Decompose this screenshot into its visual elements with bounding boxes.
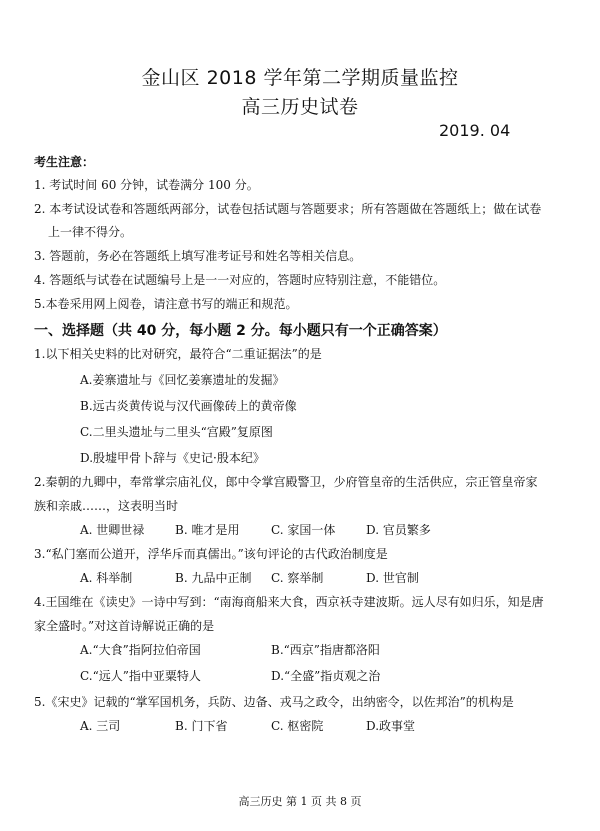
notice-item: 1. 考试时间 60 分钟，试卷满分 100 分。 — [34, 178, 259, 192]
exam-subtitle: 高三历史试卷 — [241, 96, 359, 118]
question-stem: 5.《宋史》记载的“掌军国机务，兵防、边备、戎马之政令，出纳密令，以佐邦治”的机构是 — [34, 695, 514, 709]
question-stem-continued: 家全盛时。”对这首诗解说正确的是 — [34, 619, 215, 633]
option-d: D.政事堂 — [366, 719, 416, 733]
exam-title: 金山区 2018 学年第二学期质量监控 — [141, 67, 459, 89]
option-c: C. 察举制 — [271, 571, 324, 585]
option-b: B. 门下省 — [175, 719, 228, 733]
option-d: D. 官员繁多 — [366, 523, 431, 537]
question-stem-continued: 族和亲戚……，这表明当时 — [34, 499, 179, 513]
question-stem: 1.以下相关史料的比对研究，最符合“二重证据法”的是 — [34, 347, 322, 361]
notice-heading: 考生注意： — [34, 155, 95, 169]
exam-date: 2019. 04 — [439, 121, 511, 140]
option-b: B.远古炎黄传说与汉代画像砖上的黄帝像 — [80, 399, 297, 413]
option-a: A.姜寨遗址与《回忆姜寨遗址的发掘》 — [80, 373, 285, 387]
option-c: C. 家国一体 — [271, 523, 336, 537]
option-d: D.“全盛”指贞观之治 — [271, 669, 381, 683]
option-b: B. 唯才是用 — [175, 523, 240, 537]
option-d: D.殷墟甲骨卜辞与《史记·殷本纪》 — [80, 451, 265, 465]
question-stem: 3.“私门塞而公道开，浮华斥而真儒出。”该句评论的古代政治制度是 — [34, 547, 388, 561]
question-stem: 2.秦朝的九卿中，奉常掌宗庙礼仪，郎中令掌宫殿警卫，少府管皇帝的生活供应，宗正管皇帝家 — [34, 475, 538, 489]
option-c: C. 枢密院 — [271, 719, 324, 733]
notice-item: 4. 答题纸与试卷在试题编号上是一一对应的，答题时应特别注意，不能错位。 — [34, 273, 446, 287]
section-heading: 一、选择题（共 40 分，每小题 2 分。每小题只有一个正确答案） — [34, 323, 447, 339]
option-c: C.二里头遗址与二里头“宫殿”复原图 — [80, 425, 273, 439]
option-a: A. 三司 — [80, 719, 121, 733]
option-d: D. 世官制 — [366, 571, 419, 585]
notice-item: 2. 本考试设试卷和答题纸两部分，试卷包括试题与答题要求；所有答题做在答题纸上；做在试卷 — [34, 202, 542, 216]
option-a: A.“大食”指阿拉伯帝国 — [80, 643, 201, 657]
question-stem: 4.王国维在《读史》一诗中写到：“南海商船来大食，西京袄寺建波斯。远人尽有如归乐，知是唐 — [34, 595, 544, 609]
option-a: A. 科举制 — [80, 571, 133, 585]
option-c: C.“远人”指中亚粟特人 — [80, 669, 201, 683]
notice-item: 3. 答题前，务必在答题纸上填写准考证号和姓名等相关信息。 — [34, 249, 362, 263]
notice-item: 5.本卷采用网上阅卷，请注意书写的端正和规范。 — [34, 297, 298, 311]
option-b: B. 九品中正制 — [175, 571, 252, 585]
option-b: B.“西京”指唐都洛阳 — [271, 643, 380, 657]
option-a: A. 世卿世禄 — [80, 523, 145, 537]
notice-item-continued: 上一律不得分。 — [48, 225, 133, 239]
page-footer: 高三历史 第 1 页 共 8 页 — [238, 795, 362, 808]
